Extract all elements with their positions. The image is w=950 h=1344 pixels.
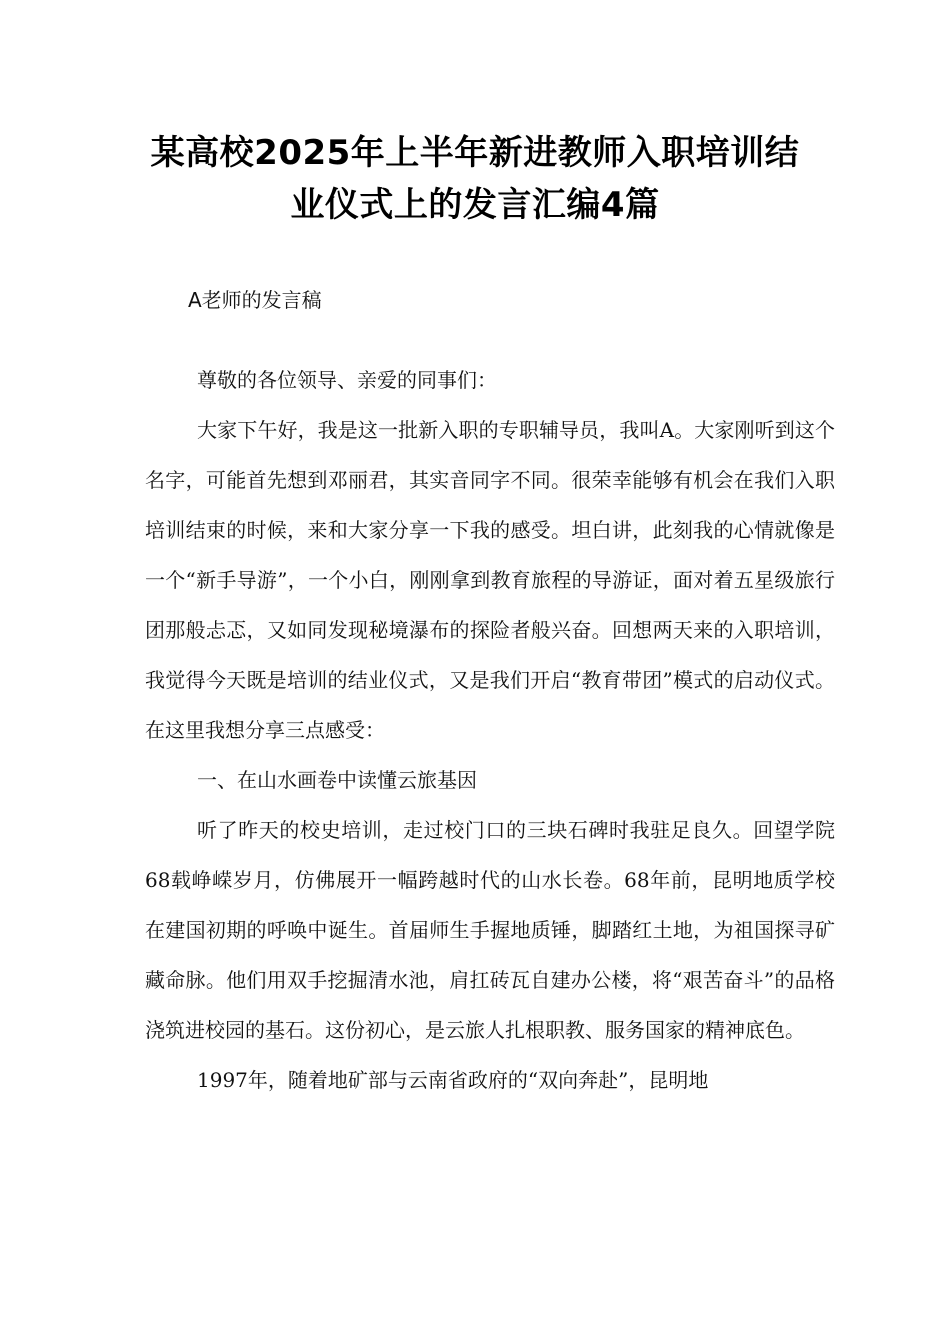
salutation-paragraph: 尊敬的各位领导、亲爱的同事们：: [197, 368, 497, 392]
document-body: [145, 355, 835, 1105]
section-heading: 一、在山水画卷中读懂云旅基因: [197, 768, 477, 792]
speech-subheading: A老师的发言稿: [188, 288, 322, 312]
body-paragraph: 1997年，随着地矿部与云南省政府的“双向奔赴”，昆明地: [197, 1068, 709, 1092]
document-title-line-1: 某高校2025年上半年新进教师入职培训结: [150, 133, 800, 173]
body-paragraph: 听了昨天的校史培训，走过校门口的三块石碑时我驻足良久。回望学院68载峥嵘岁月，仿佛展开一幅跨越时代的山水长卷。68年前，昆明地质学校在建国初期的呼唤中诞生。首届师生手握地质锤，脚踏红土地，为祖国探寻矿藏命脉。他们用双手挖掘清水池，肩扛砖瓦自建办公楼，将“艰苦奋斗”的品格浇筑进校园的基石。这份初心，是云旅人扎根职教、服务国家的精神底色。: [145, 818, 835, 1042]
body-paragraph: 大家下午好，我是这一批新入职的专职辅导员，我叫A。大家刚听到这个名字，可能首先想到邓丽君，其实音同字不同。很荣幸能够有机会在我们入职培训结束的时候，来和大家分享一下我的感受。坦白讲，此刻我的心情就像是一个“新手导游”，一个小白，刚刚拿到教育旅程的导游证，面对着五星级旅行团那般忐忑，又如同发现秘境瀑布的探险者般兴奋。回想两天来的入职培训，我觉得今天既是培训的结业仪式，又是我们开启“教育带团”模式的启动仪式。在这里我想分享三点感受：: [145, 418, 835, 742]
document-title-line-2: 业仪式上的发言汇编4篇: [290, 185, 660, 225]
